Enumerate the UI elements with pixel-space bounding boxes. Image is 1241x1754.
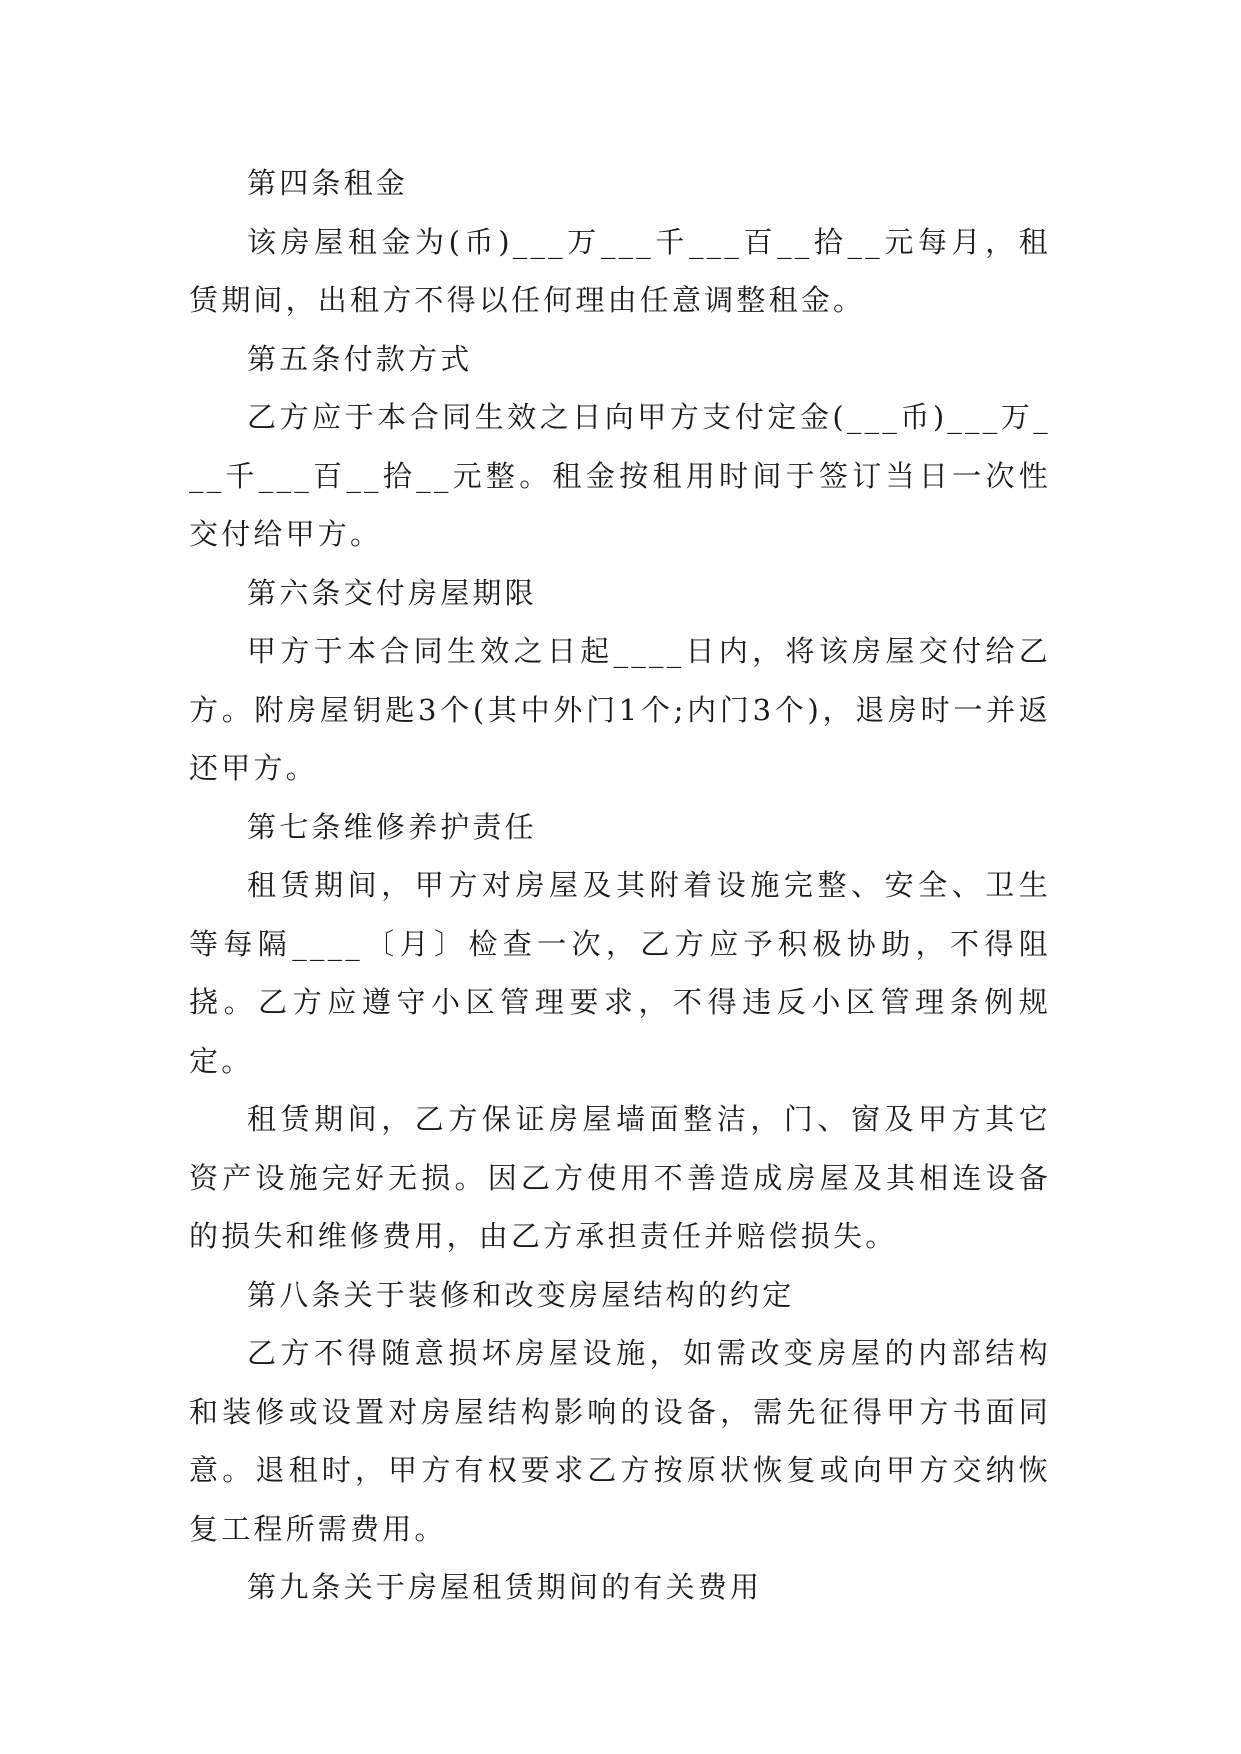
document-body	[189, 154, 1051, 1617]
article-8-heading: 第八条关于装修和改变房屋结构的约定	[247, 1277, 795, 1312]
article-4-heading: 第四条租金	[247, 166, 409, 200]
article-7-tenant-duty-paragraph: 租赁期间，乙方保证房屋墙面整洁，门、窗及甲方其它资产设施完好无损。因乙方使用不善造成房屋及其相连设备的损失和维修费用，由乙方承担责任并赔偿损失。	[189, 1102, 1051, 1253]
article-5-heading: 第五条付款方式	[247, 341, 473, 376]
article-6-heading: 第六条交付房屋期限	[247, 575, 537, 610]
article-4-rent-paragraph: 该房屋租金为(币)___万___千___百__拾__元每月，租赁期间，出租方不得以任何理由任意调整租金。	[189, 224, 1051, 317]
article-5-payment-paragraph: 乙方应于本合同生效之日向甲方支付定金(___币)___万___千___百__拾__元整。租金按租用时间于签订当日一次性交付给甲方。	[189, 400, 1051, 551]
article-8-renovation-paragraph: 乙方不得随意损坏房屋设施，如需改变房屋的内部结构和装修或设置对房屋结构影响的设备，需先征得甲方书面同意。退租时，甲方有权要求乙方按原状恢复或向甲方交纳恢复工程所需费用。	[189, 1336, 1051, 1546]
article-7-inspection-paragraph: 租赁期间，甲方对房屋及其附着设施完整、安全、卫生等每隔____〔月〕检查一次，乙方应予积极协助，不得阻挠。乙方应遵守小区管理要求，不得违反小区管理条例规定。	[189, 868, 1051, 1078]
article-7-heading: 第七条维修养护责任	[247, 809, 537, 844]
article-9-heading: 第九条关于房屋租赁期间的有关费用	[247, 1570, 763, 1604]
article-6-delivery-paragraph: 甲方于本合同生效之日起____日内，将该房屋交付给乙方。附房屋钥匙3个(其中外门1个;内门3个)，退房时一并返还甲方。	[189, 634, 1051, 785]
